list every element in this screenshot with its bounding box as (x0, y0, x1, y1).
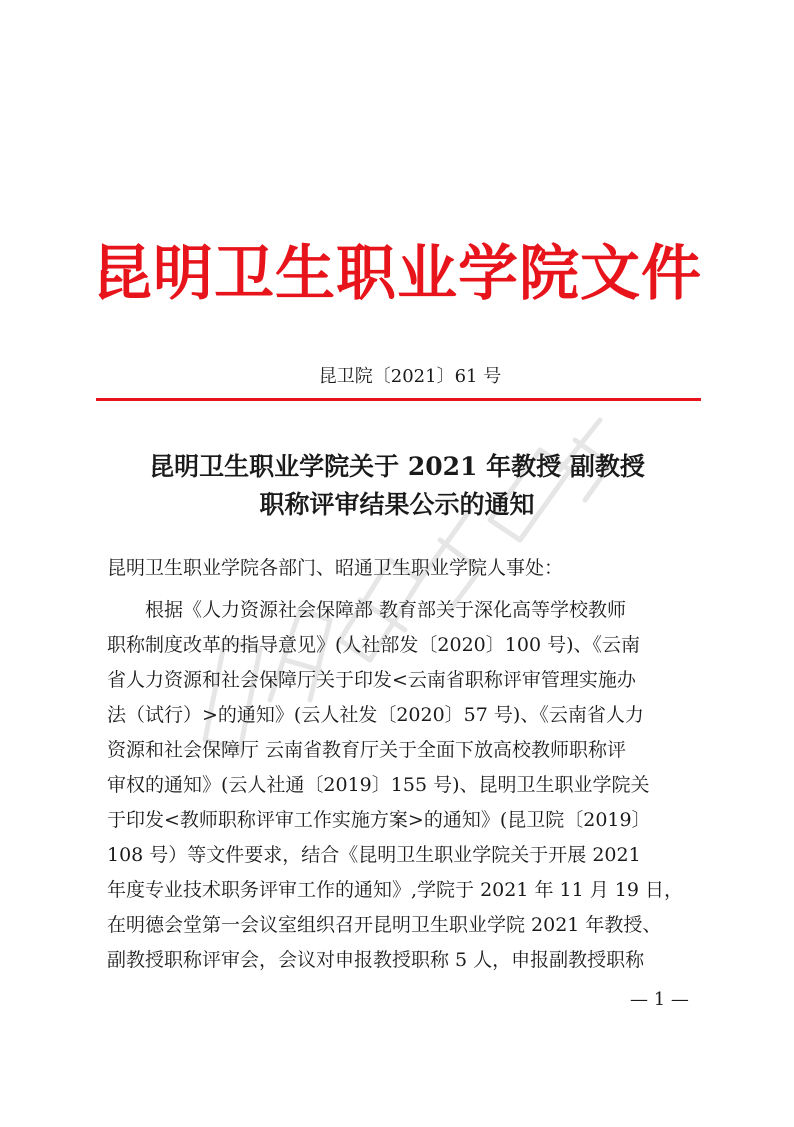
notice-title-line-1: 昆明卫生职业学院关于 2021 年教授 副教授 (149, 452, 645, 481)
red-divider (96, 398, 701, 401)
notice-title (70, 448, 724, 524)
addressee: 昆明卫生职业学院各部门、昭通卫生职业学院人事处： (107, 557, 564, 579)
document-header-title: 昆明卫生职业学院文件 (92, 239, 702, 309)
body-line: 副教授职称评审会，会议对申报教授职称 5 人，申报副教授职称 (107, 949, 645, 971)
body-line: 根据《人力资源社会保障部 教育部关于深化高等学校教师 (107, 599, 627, 621)
body-line: 省人力资源和社会保障厅关于印发<云南省职称评审管理实施办 (107, 669, 636, 691)
body-line: 审权的通知》(云人社通〔2019〕155 号)、昆明卫生职业学院关 (107, 774, 650, 796)
page-number: — 1 — (630, 989, 689, 1010)
body-line: 职称制度改革的指导意见》(人社部发〔2020〕100 号)、《云南 (107, 634, 640, 656)
notice-title-line-2: 职称评审结果公示的通知 (259, 490, 535, 519)
body-line: 年度专业技术职务评审工作的通知》,学院于 2021 年 11 月 19 日， (107, 879, 683, 901)
body-line: 于印发<教师职称评审工作实施方案>的通知》(昆卫院〔2019〕 (107, 809, 651, 831)
body-line: 资源和社会保障厅 云南省教育厅关于全面下放高校教师职称评 (107, 739, 627, 761)
body-paragraph (107, 593, 697, 978)
body-line: 法（试行）>的通知》(云人社发〔2020〕57 号)、《云南省人力 (107, 704, 644, 726)
document-number: 昆卫院〔2021〕61 号 (318, 366, 502, 387)
body-line: 108 号）等文件要求，结合《昆明卫生职业学院关于开展 2021 (107, 844, 641, 866)
body-line: 在明德会堂第一会议室组织召开昆明卫生职业学院 2021 年教授、 (107, 914, 662, 936)
